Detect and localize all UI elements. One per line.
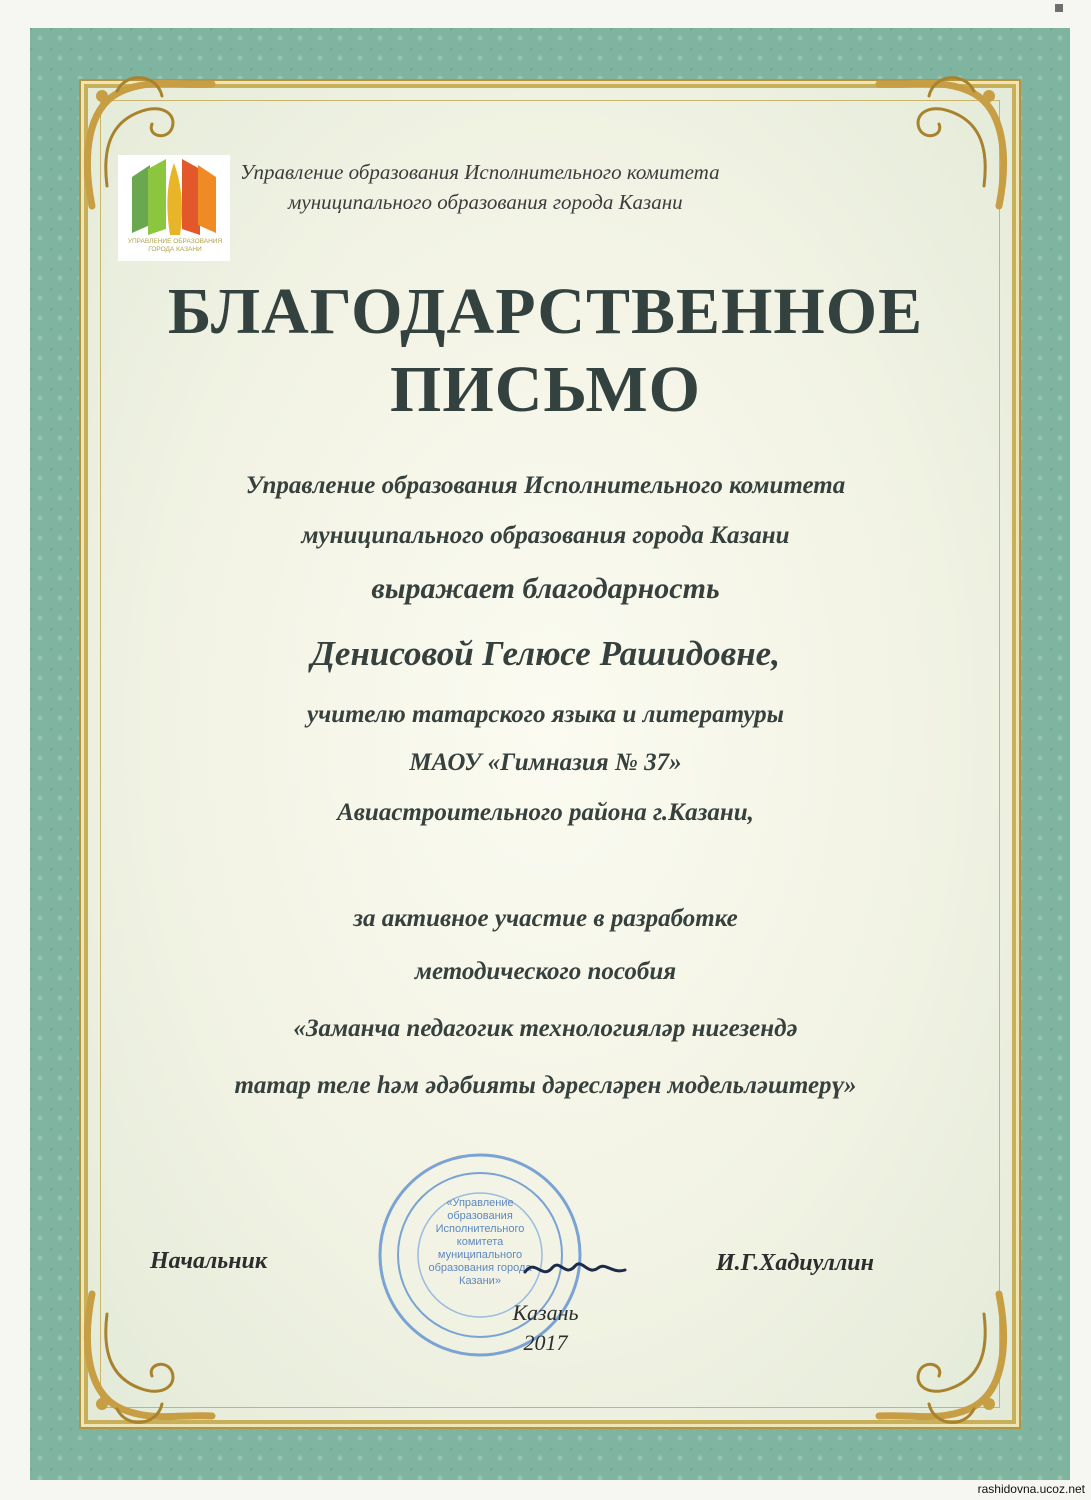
reason-line4: татар теле һәм әдәбияты дәресләрен модельләштерү»	[234, 1072, 857, 1099]
scan-speck	[1055, 4, 1063, 12]
header-org-line1: Управление образования Исполнительного комитета	[240, 160, 720, 184]
title-line2: ПИСЬМО	[390, 353, 701, 426]
title-line1: БЛАГОДАРСТВЕННОЕ	[167, 275, 924, 348]
issue-year: 2017	[523, 1330, 568, 1355]
issuer-line1: Управление образования Исполнительного комитета	[245, 472, 846, 499]
site-watermark: rashidovna.ucoz.net	[977, 1482, 1085, 1496]
issuer-line2: муниципального образования города Казани	[301, 522, 790, 549]
recipient-school: МАОУ «Гимназия № 37»	[409, 749, 682, 776]
header-org-line2: муниципального образования города Казани	[288, 190, 683, 214]
handwritten-signature	[520, 1250, 630, 1290]
logo-caption: УПРАВЛЕНИЕ ОБРАЗОВАНИЯ ГОРОДА КАЗАНИ	[127, 238, 223, 253]
action-text: выражает благодарность	[371, 572, 720, 605]
top-right-ornament-icon	[869, 66, 1019, 216]
recipient-name: Денисовой Гелюсе Рашидовне,	[311, 634, 780, 673]
stamp-text: «Управление образования Исполнительного комитета муниципального образования города Казани»	[428, 1197, 532, 1287]
recipient-position: учителю татарского языка и литературы	[306, 701, 785, 728]
recipient-district: Авиастроительного района г.Казани,	[337, 799, 754, 826]
reason-line3: «Заманча педагогик технологияләр нигезендә	[293, 1015, 798, 1042]
signatory-name: И.Г.Хадиуллин	[716, 1250, 874, 1276]
issue-city: Казань	[512, 1300, 579, 1325]
reason-line1: за активное участие в разработке	[353, 905, 738, 932]
reason-line2: методического пособия	[414, 958, 677, 985]
signatory-role: Начальник	[150, 1248, 268, 1274]
